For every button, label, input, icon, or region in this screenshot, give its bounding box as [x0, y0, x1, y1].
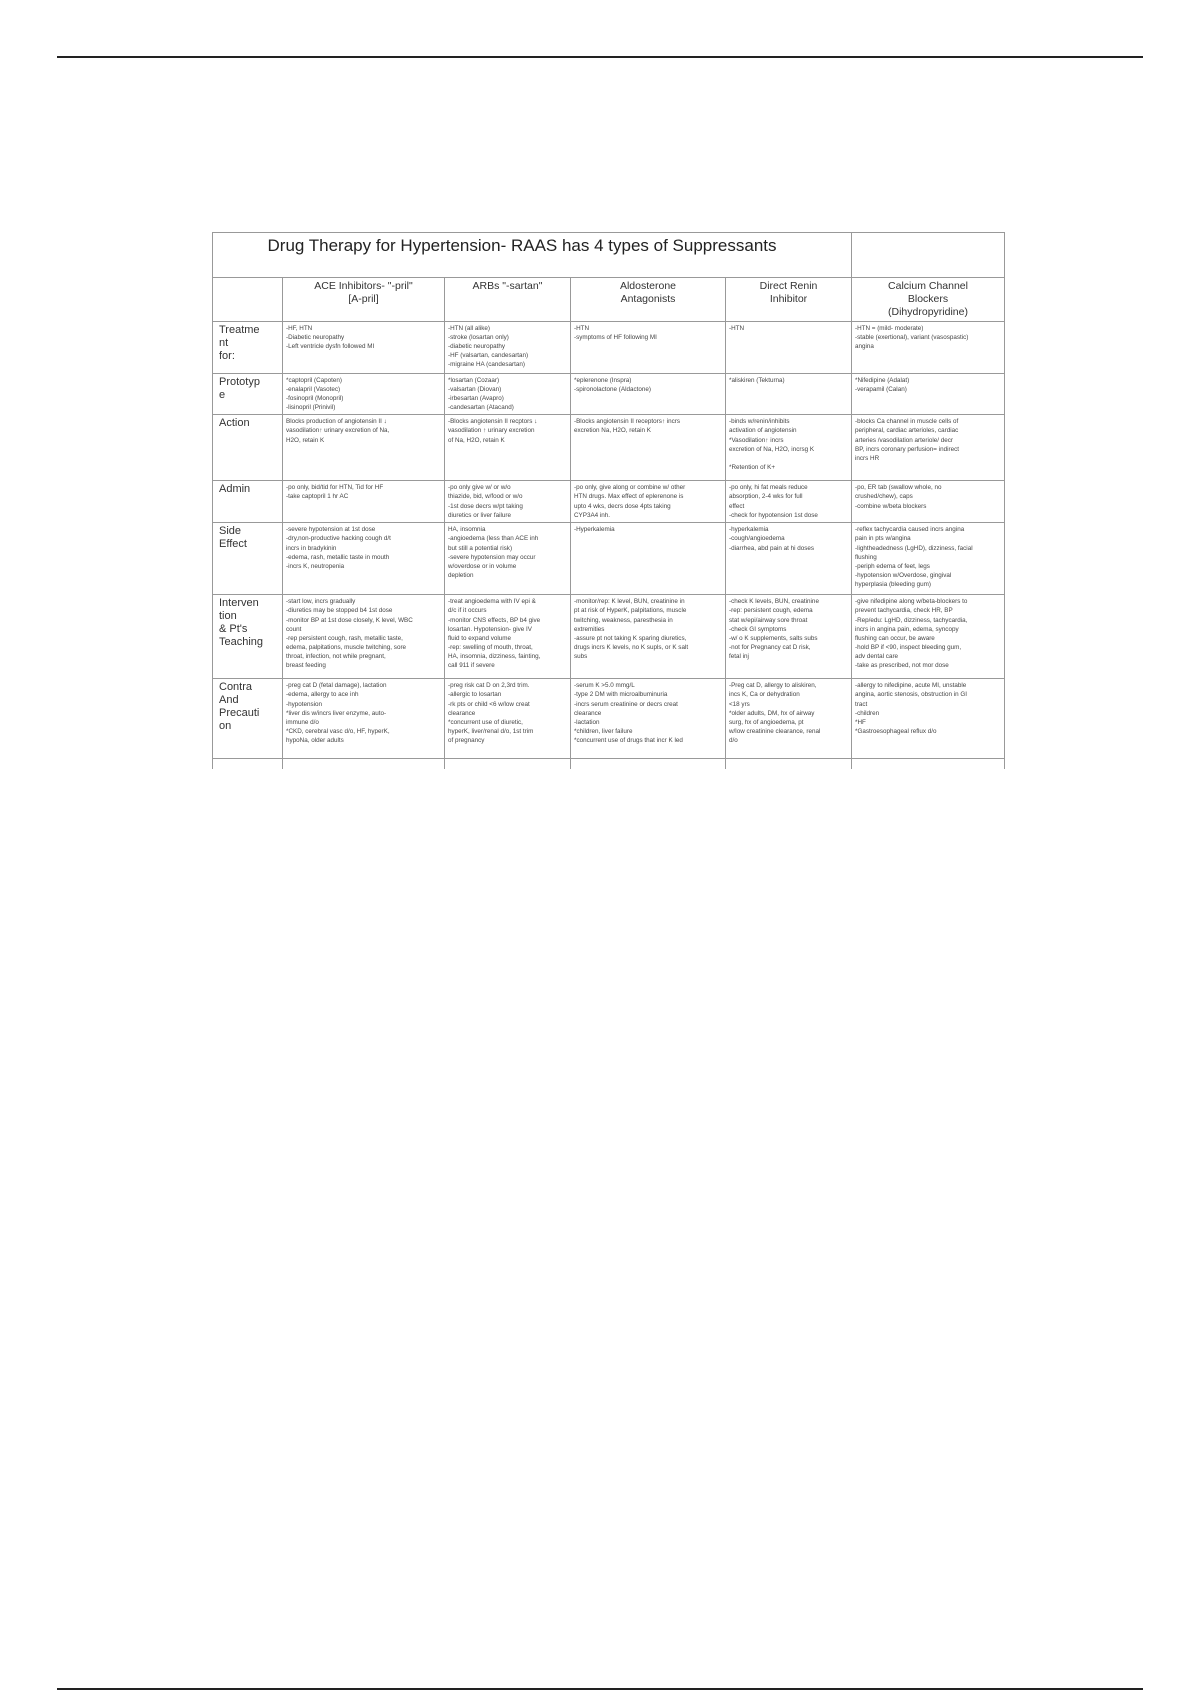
table-cell: -binds w/renin/inhibits activation of angiotensin *Vasodilation↑ incrs excretion of Na, H2O, incrsg K *Retention of K+: [726, 415, 852, 481]
row-label-action: Action: [213, 415, 283, 481]
table-cell: -HF, HTN -Diabetic neuropathy -Left ventricle dysfn followed MI: [283, 322, 445, 374]
row-label-prototype: Prototyp e: [213, 374, 283, 415]
table-cell: -serum K >5.0 mmg/L -type 2 DM with microalbuminuria -incrs serum creatinine or decrs creat clearance -lactation *children, liver failure *concurrent use of drugs that incr K led: [571, 679, 726, 759]
table-cell: -treat angioedema with IV epi & d/c if it occurs -monitor CNS effects, BP b4 give losartan. Hypotension- give IV fluid to expand volume -rep: swelling of mouth, throat, HA, insomnia, dizziness, fainting, call 911 if severe: [445, 595, 571, 679]
table-row: [213, 679, 1005, 759]
table-title: Drug Therapy for Hypertension- RAAS has 4 types of Suppressants: [213, 233, 852, 278]
table-cell: -po only, hi fat meals reduce absorption, 2-4 wks for full effect -check for hypotension 1st dose: [726, 481, 852, 523]
table-cell: *losartan (Cozaar) -valsartan (Diovan) -irbesartan (Avapro) -candesartan (Atacand): [445, 374, 571, 415]
table-cell: -give nifedipine along w/beta-blockers to prevent tachycardia, check HR, BP -Rep/edu: LgHD, dizziness, tachycardia, incrs in angina pain, edema, syncopy flushing can occur, be aware -hold BP if <90, inspect bleeding gum, adv dental care -take as prescribed, not mor dose: [852, 595, 1005, 679]
row-label-treatment: Treatme nt for:: [213, 322, 283, 374]
table-row: [213, 595, 1005, 679]
row-label-admin: Admin: [213, 481, 283, 523]
drug-therapy-table-image: [212, 232, 1004, 769]
strip-cell: [283, 759, 445, 770]
footer-rule: [57, 1688, 1143, 1690]
column-header-calcium-channel-blockers: Calcium Channel Blockers (Dihydropyridine): [852, 278, 1005, 322]
table-row: [213, 322, 1005, 374]
table-cell: Blocks production of angiotensin II ↓ vasodilation↑ urinary excretion of Na, H2O, retain K: [283, 415, 445, 481]
table-bottom-strip: [213, 759, 1005, 770]
strip-cell: [213, 759, 283, 770]
table-cell: -severe hypotension at 1st dose -dry,non-productive hacking cough d/t incrs in bradykinin -edema, rash, metallic taste in mouth -incrs K, neutropenia: [283, 523, 445, 595]
table-cell: -monitor/rep: K level, BUN, creatinine in pt at risk of HyperK, palpitations, muscle twitching, weakness, paresthesia in extremities -assure pt not taking K sparing diuretics, drugs incrs K levels, no K supls, or K salt subs: [571, 595, 726, 679]
table-cell: *aliskiren (Tekturna): [726, 374, 852, 415]
table-cell: -po only give w/ or w/o thiazide, bid, w/food or w/o -1st dose decrs w/pt taking diuretics or liver failure: [445, 481, 571, 523]
table-cell: -allergy to nifedipine, acute MI, unstable angina, aortic stenosis, obstruction in GI tract -children *HF *Gastroesophageal reflux d/o: [852, 679, 1005, 759]
header-rule: [57, 56, 1143, 58]
table-cell: -po only, give along or combine w/ other HTN drugs. Max effect of eplerenone is upto 4 wks, decrs dose 4pts taking CYP3A4 inh.: [571, 481, 726, 523]
column-header-aldosterone-antagonists: Aldosterone Antagonists: [571, 278, 726, 322]
table-cell: -po only, bid/tid for HTN, Tid for HF -take captopril 1 hr AC: [283, 481, 445, 523]
title-empty-cell: [852, 233, 1005, 278]
table-cell: -HTN: [726, 322, 852, 374]
table-cell: -HTN -symptoms of HF following MI: [571, 322, 726, 374]
table-cell: -check K levels, BUN, creatinine -rep: persistent cough, edema stat w/epi/airway sore throat -check GI symptoms -w/ o K supplements, salts subs -not for Pregnancy cat D risk, fetal inj: [726, 595, 852, 679]
table-cell: -hyperkalemia -cough/angioedema -diarrhea, abd pain at hi doses: [726, 523, 852, 595]
strip-cell: [726, 759, 852, 770]
table-row: [213, 481, 1005, 523]
strip-cell: [852, 759, 1005, 770]
column-header-ace-inhibitors: ACE Inhibitors- "-pril" [A-pril]: [283, 278, 445, 322]
column-header-arbs: ARBs "-sartan": [445, 278, 571, 322]
table-row: [213, 374, 1005, 415]
table-cell: -Blocks angiotensin II recptors ↓ vasodilation ↑ urinary excretion of Na, H2O, retain K: [445, 415, 571, 481]
table-cell: -preg risk cat D on 2,3rd trim. -allergic to losartan -rk pts or child <6 w/low creat clearance *concurrent use of diuretic, hyperK, liver/renal d/o, 1st trim of pregnancy: [445, 679, 571, 759]
table-cell: -po, ER tab (swallow whole, no crushed/chew), caps -combine w/beta blockers: [852, 481, 1005, 523]
table-cell: -Hyperkalemia: [571, 523, 726, 595]
row-label-contraindications: Contra And Precauti on: [213, 679, 283, 759]
row-label-side-effect: Side Effect: [213, 523, 283, 595]
column-header-direct-renin-inhibitor: Direct Renin Inhibitor: [726, 278, 852, 322]
table-cell: -HTN (all alike) -stroke (losartan only) -diabetic neuropathy -HF (valsartan, candesartan) -migraine HA (candesartan): [445, 322, 571, 374]
table-cell: HA, insomnia -angioedema (less than ACE inh but still a potential risk) -severe hypotension may occur w/overdose or in volume depletion: [445, 523, 571, 595]
table-cell: *eplerenone (Inspra) -spironolactone (Aldactone): [571, 374, 726, 415]
drug-therapy-table: [212, 232, 1005, 769]
corner-cell: [213, 278, 283, 322]
table-cell: -start low, incrs gradually -diuretics may be stopped b4 1st dose -monitor BP at 1st dose closely, K level, WBC count -rep persistent cough, rash, metallic taste, edema, palpitations, muscle twitching, sore throat, infection, not while pregnant, breast feeding: [283, 595, 445, 679]
table-row: [213, 415, 1005, 481]
table-cell: -Preg cat D, allergy to aliskiren, incs K, Ca or dehydration <18 yrs *older adults, DM, hx of airway surg, hx of angioedema, pt w/low creatinine clearance, renal d/o: [726, 679, 852, 759]
row-label-intervention: Interven tion & Pt's Teaching: [213, 595, 283, 679]
table-cell: *captopril (Capoten) -enalapril (Vasotec) -fosinopril (Monopril) -lisinopril (Prinivil): [283, 374, 445, 415]
table-cell: -Blocks angiotensin II receptors↑ incrs excretion Na, H2O, retain K: [571, 415, 726, 481]
table-row: [213, 523, 1005, 595]
table-cell: -reflex tachycardia caused incrs angina pain in pts w/angina -lightheadedness (LgHD), dizziness, facial flushing -periph edema of feet, legs -hypotension w/Overdose, gingival hyperplasia (bleeding gum): [852, 523, 1005, 595]
table-cell: *Nifedipine (Adalat) -verapamil (Calan): [852, 374, 1005, 415]
strip-cell: [445, 759, 571, 770]
table-cell: -blocks Ca channel in muscle cells of peripheral, cardiac arterioles, cardiac arteries /vasodilation arteriole/ decr BP, incrs coronary perfusion= indirect incrs HR: [852, 415, 1005, 481]
table-cell: -preg cat D (fetal damage), lactation -edema, allergy to ace inh -hypotension *liver dis w/incrs liver enzyme, auto- immune d/o *CKD, cerebral vasc d/o, HF, hyperK, hypoNa, older adults: [283, 679, 445, 759]
strip-cell: [571, 759, 726, 770]
table-cell: -HTN = (mild- moderate) -stable (exertional), variant (vasospastic) angina: [852, 322, 1005, 374]
